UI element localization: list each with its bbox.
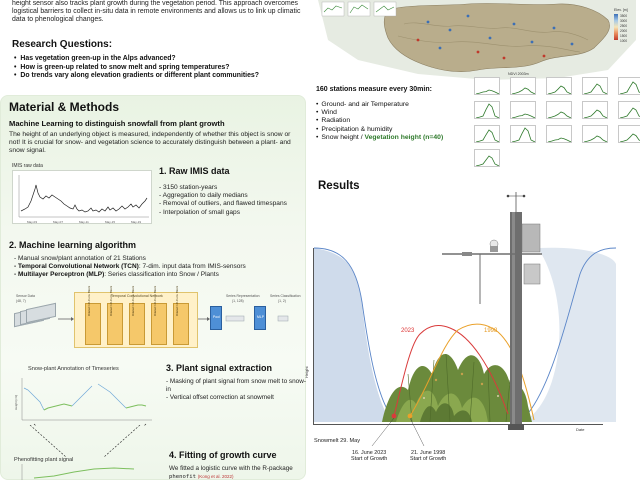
raw-imis-item: - Interpolation of small gaps [159, 209, 309, 217]
series-rep-dims: (1, 128) [232, 299, 244, 303]
series-class-dims: (1, 2) [278, 299, 286, 303]
ndvi-grid-label: NDVI 2003m [508, 72, 529, 76]
height-axis-label: Height [cm] [14, 394, 18, 410]
raw-tick: May-11 [79, 220, 89, 224]
conv-block: Dilated 1D-Conv Block [129, 303, 145, 345]
ml-line [14, 271, 306, 279]
switzerland-station-map [318, 0, 636, 80]
section-raw-imis-list [159, 184, 309, 217]
ml-text: The height of an underlying object is measured, independently of whether this object is snow or not! It is crucial for snow- and vegetation science to accurately distinguish between a plant- and snow signal. [9, 131, 291, 155]
legend-tick: 3000 [620, 19, 628, 23]
raw-data-series [21, 185, 147, 212]
start-2023-marker [392, 414, 397, 419]
section-plant-signal-title: 3. Plant signal extraction [166, 363, 273, 373]
sensor-data-label: Sensor Data [16, 294, 35, 298]
pool-block: Pool [210, 306, 222, 330]
pheno-label: Phenofitting plant signal [14, 457, 74, 463]
raw-imis-item: - Aggregation to daily medians [159, 192, 309, 200]
raw-data-chart [12, 170, 152, 224]
station-timeseries-panel [474, 77, 500, 95]
series-class-label: Series Classification [270, 294, 301, 298]
station-timeseries-panel [510, 101, 536, 119]
legend-tick: 2000 [620, 29, 628, 33]
legend-tick: 1500 [620, 34, 628, 38]
results-illustration [312, 184, 638, 454]
growth-curve-text: We fitted a logistic curve with the R-package [169, 465, 293, 472]
phenofit-package: phenofit [169, 474, 196, 480]
raw-tick: May-19 [131, 220, 142, 224]
ml-line: - Manual snow/plant annotation of 21 Stations [14, 255, 146, 262]
raw-imis-item: - Removal of outliers, and flawed timespans [159, 200, 309, 208]
station-measure: • Wind [316, 109, 476, 117]
station-timeseries-panel [546, 77, 572, 95]
results-height-label: Height [304, 366, 309, 378]
station-timeseries-panel [474, 125, 500, 143]
station-timeseries-panel [618, 101, 640, 119]
sensor-input-stack [14, 306, 54, 330]
start-1998-label: 21. June 1998 Start of Growth [410, 450, 447, 463]
arrow-icon [58, 316, 74, 322]
methods-title: Material & Methods [9, 100, 120, 114]
tcn-desc: : 7-dim. input data from IMIS-sensors [138, 263, 246, 271]
arrow-icon [198, 316, 210, 322]
section-ml-body [14, 255, 306, 280]
raw-tick: May-03 [27, 220, 38, 224]
results-y-axis [313, 248, 314, 424]
snowplant-label: Snow-plant Annotation of Timeseries [28, 366, 119, 372]
station-timeseries-panel [474, 149, 500, 167]
legend-title: Elev. [m] [614, 8, 628, 12]
station-measure-vegetation: • Snow height / Vegetation height (n=40) [316, 134, 476, 142]
ml-line [14, 263, 306, 271]
station-timeseries-panel [582, 125, 608, 143]
start-1998-marker [408, 414, 413, 419]
plant-signal-item: - Masking of plant signal from snow melt to snow-in [166, 378, 306, 394]
tcn-diagram [12, 285, 304, 352]
legend-tick: 1000 [620, 39, 628, 43]
station-timeseries-panel [474, 101, 500, 119]
plant-signal-item: - Vertical offset correction at snowmelt [166, 394, 306, 402]
raw-data-plot [13, 171, 153, 225]
year-2023-label: 2023 [401, 328, 415, 334]
phenofit-ref: (Kong et al. 2022) [197, 474, 234, 479]
research-question: • Do trends vary along elevation gradients or different plant communities? [14, 72, 310, 81]
series-rep-label: Series Representation [226, 294, 260, 298]
station-timeseries-panel [510, 77, 536, 95]
year-1998-label: 1998 [484, 328, 498, 334]
raw-tick: May-07 [53, 220, 64, 224]
mlp-block: MLP [254, 306, 266, 330]
station-timeseries-panel [546, 101, 572, 119]
conv-block: Dilated 1D-Conv Block [107, 303, 123, 345]
section-plant-signal-list [166, 378, 306, 402]
sensor-data-dims: (48, 7) [16, 299, 26, 303]
raw-imis-item: - 3150 station-years [159, 184, 309, 192]
results-date-label: Date [576, 427, 585, 432]
snowplant-chart [14, 374, 154, 426]
conv-block: Dilated 1D-Conv Block [85, 303, 101, 345]
conv-block: Dilated 1D-Conv Block [173, 303, 189, 345]
stations-title: 160 stations measure every 30min: [316, 86, 432, 93]
series-rep-icon [224, 314, 248, 324]
raw-tick: May-15 [105, 220, 116, 224]
series-class-icon [276, 314, 294, 324]
research-question: • How is green-up related to snow melt and spring temperatures? [14, 64, 310, 73]
raw-data-label: IMIS raw data [12, 163, 43, 169]
section-ml-title: 2. Machine learning algorithm [9, 240, 137, 250]
pheno-chart [14, 464, 154, 480]
station-timeseries-panel [510, 125, 536, 143]
snow-dashed-lines [20, 425, 160, 457]
mlp-desc: : Series classification into Snow / Plants [104, 271, 219, 279]
results-x-axis [313, 424, 603, 425]
research-question: • Has vegetation green-up in the Alps advanced? [14, 55, 310, 64]
legend-tick: 3500 [620, 14, 628, 18]
start-2023-label: 16. June 2023 Start of Growth [351, 450, 388, 463]
research-questions-list [14, 55, 310, 81]
conv-block: Dilated 1D-Conv Block [151, 303, 167, 345]
tcn-label: - Temporal Convolutional Network (TCN) [14, 263, 139, 271]
research-questions-title: Research Questions: [12, 39, 113, 50]
station-measure: • Radiation [316, 117, 476, 125]
station-timeseries-panel [582, 77, 608, 95]
section-raw-imis-title: 1. Raw IMIS data [159, 166, 230, 176]
legend-color-bar [614, 14, 618, 40]
grass-cluster [382, 354, 532, 422]
ml-subtitle: Machine Learning to distinguish snowfall from plant growth [9, 119, 225, 128]
vegetation-height-label: Vegetation height (n=40) [364, 133, 444, 141]
station-measure: • Ground- and air Temperature [316, 101, 476, 109]
intro-text: height sensor also tracks plant growth during the vegetation period. This approach overcomes logistical barriers to collect in-situ data in remote environments and allows us to link up climatic data to phenological changes. [12, 0, 301, 23]
station-timeseries-panel [546, 125, 572, 143]
section-growth-curve-title: 4. Fitting of growth curve [169, 450, 277, 460]
section-growth-curve-body [169, 465, 307, 480]
station-timeseries-panel [582, 101, 608, 119]
station-measure: • Precipitation & humidity [316, 126, 476, 134]
results-title: Results [318, 180, 360, 192]
tcn-box [74, 285, 198, 348]
legend-tick: 2500 [620, 24, 628, 28]
mlp-label: - Multilayer Perceptron (MLP) [14, 271, 105, 279]
snowmelt-label: Snowmelt 29. May [314, 438, 361, 444]
stations-list [316, 101, 476, 142]
station-timeseries-panel [618, 125, 640, 143]
station-timeseries-grid [474, 77, 636, 169]
station-timeseries-panel [618, 77, 640, 95]
tcn-box-label: Temporal Convolutional Network [111, 294, 163, 298]
